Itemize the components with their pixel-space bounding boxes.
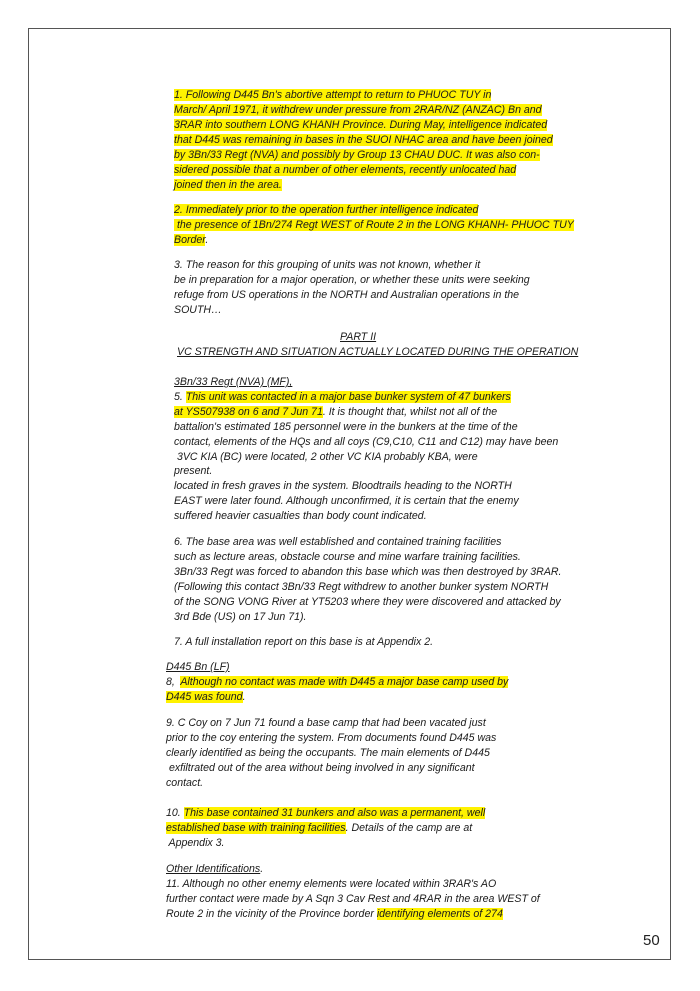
text-line [174,163,516,178]
text-segment: suffered heavier casualties than body count indicated. [174,510,427,522]
text-segment: EAST were later found. Although unconfirmed, it is certain that the enemy [174,495,519,507]
text-line [174,610,307,625]
text-line [166,690,246,705]
highlighted-text: established base with training facilities [166,822,346,834]
text-line [174,535,501,550]
text-segment: be in preparation for a major operation, or whether these units were seeking [174,274,530,286]
text-line [166,746,490,761]
text-line [174,178,282,193]
text-segment: Route 2 in the vicinity of the Province border [166,908,377,920]
text-segment: . [242,691,246,703]
highlighted-text: Border [174,234,206,246]
underlined-heading: VC STRENGTH AND SITUATION ACTUALLY LOCATED DURING THE OPERATION [177,346,579,358]
text-segment: further contact were made by A Sqn 3 Cav Rest and 4RAR in the area WEST of [166,893,540,905]
highlighted-text: Although no contact was made with D445 a major base camp used by [180,676,509,688]
text-segment: 7. A full installation report on this base is at Appendix 2. [174,636,434,648]
text-segment: battalion's estimated 185 personnel were in the bunkers at the time of the [174,421,518,433]
text-segment: contact. [166,777,204,789]
text-line [174,595,561,610]
text-line [174,148,540,163]
text-line [174,375,292,390]
text-line [166,731,496,746]
underlined-heading: Other Identifications [166,863,261,875]
text-line [174,450,478,465]
text-line [174,233,208,248]
highlighted-text: joined then in the area. [174,179,282,191]
text-line [166,862,263,877]
highlighted-text: This unit was contacted in a major base bunker system of 47 bunkers [185,391,511,403]
text-line [166,776,203,791]
text-line [166,806,485,821]
text-segment: of the SONG VONG River at YT5203 where they were discovered and attacked by [174,596,561,608]
underlined-heading: PART II [340,331,377,343]
text-segment: Appendix 3. [166,837,225,849]
text-line [174,550,521,565]
text-line [174,435,558,450]
page-number: 50 [643,932,660,949]
text-line [174,390,511,405]
text-line [166,675,508,690]
text-segment: exfiltrated out of the area without being involved in any significant [166,762,475,774]
text-segment: 3. The reason for this grouping of units was not known, whether it [174,259,481,271]
highlighted-text: 2. Immediately prior to the operation further intelligence indicated [174,204,479,216]
highlighted-text: This base contained 31 bunkers and also was a permanent, well [183,807,486,819]
highlighted-text: the presence of 1Bn/274 Regt WEST of Route 2 in the LONG KHANH- PHUOC TUY [174,219,574,231]
text-line [174,635,433,650]
text-segment: . It is thought that, whilst not all of the [322,406,498,418]
text-segment: 9. C Coy on 7 Jun 71 found a base camp that had been vacated just [166,717,486,729]
underlined-heading: 3Bn/33 Regt (NVA) (MF), [174,376,293,388]
text-line [340,330,376,345]
highlighted-text: by 3Bn/33 Regt (NVA) and possibly by Group 13 CHAU DUC. It was also con- [174,149,540,161]
highlighted-text: identifying elements of 274 [376,908,503,920]
text-line [174,258,480,273]
text-line [166,907,503,922]
text-line [174,203,478,218]
text-segment: (Following this contact 3Bn/33 Regt withdrew to another bunker system NORTH [174,581,549,593]
highlighted-text: March/ April 1971, it withdrew under pressure from 2RAR/NZ (ANZAC) Bn and [174,104,542,116]
text-segment: 10. [166,807,184,819]
text-line [174,88,491,103]
text-line [174,303,222,318]
text-line [166,877,496,892]
text-line [166,761,475,776]
text-segment: 6. The base area was well established and contained training facilities [174,536,502,548]
text-line [166,892,540,907]
text-line [174,133,553,148]
highlighted-text: sidered possible that a number of other elements, recently unlocated had [174,164,517,176]
text-line [174,580,548,595]
text-line [166,660,230,675]
highlighted-text: D445 was found [166,691,243,703]
text-line [174,479,512,494]
text-line [174,118,547,133]
text-segment: SOUTH… [174,304,222,316]
text-line [174,494,519,509]
text-segment: present. [174,465,213,477]
highlighted-text: 3RAR into southern LONG KHANH Province. During May, intelligence indicated [174,119,548,131]
highlighted-text: at YS507938 on 6 and 7 Jun 71 [174,406,323,418]
text-line [166,821,472,836]
highlighted-text: 1. Following D445 Bn's abortive attempt to return to PHUOC TUY in [174,89,492,101]
text-segment: . Details of the camp are at [345,822,473,834]
text-segment: 3VC KIA (BC) were located, 2 other VC KIA probably KBA, were [174,451,478,463]
text-line [174,288,519,303]
text-segment: 8, [166,676,181,688]
text-segment: refuge from US operations in the NORTH and Australian operations in the [174,289,520,301]
text-line [177,345,578,360]
text-segment: clearly identified as being the occupants. The main elements of D445 [166,747,490,759]
text-line [166,716,486,731]
text-segment: 3Bn/33 Regt was forced to abandon this base which was then destroyed by 3RAR. [174,566,562,578]
text-line [174,509,427,524]
text-line [174,565,562,580]
text-segment: 11. Although no other enemy elements were located within 3RAR's AO [166,878,497,890]
text-line [174,103,542,118]
text-segment: such as lecture areas, obstacle course and mine warfare training facilities. [174,551,521,563]
text-line [174,420,518,435]
text-line [174,405,497,420]
text-segment: contact, elements of the HQs and all coys (C9,C10, C11 and C12) may have been [174,436,559,448]
text-segment: prior to the coy entering the system. From documents found D445 was [166,732,497,744]
text-line [166,836,225,851]
text-segment: . [205,234,209,246]
text-segment: . [260,863,264,875]
text-segment: 5. [174,391,186,403]
text-line [174,273,530,288]
text-line [174,218,574,233]
text-line [174,464,212,479]
underlined-heading: D445 Bn (LF) [166,661,230,673]
text-segment: located in fresh graves in the system. Bloodtrails heading to the NORTH [174,480,512,492]
highlighted-text: that D445 was remaining in bases in the SUOI NHAC area and have been joined [174,134,553,146]
text-segment: 3rd Bde (US) on 17 Jun 71). [174,611,307,623]
